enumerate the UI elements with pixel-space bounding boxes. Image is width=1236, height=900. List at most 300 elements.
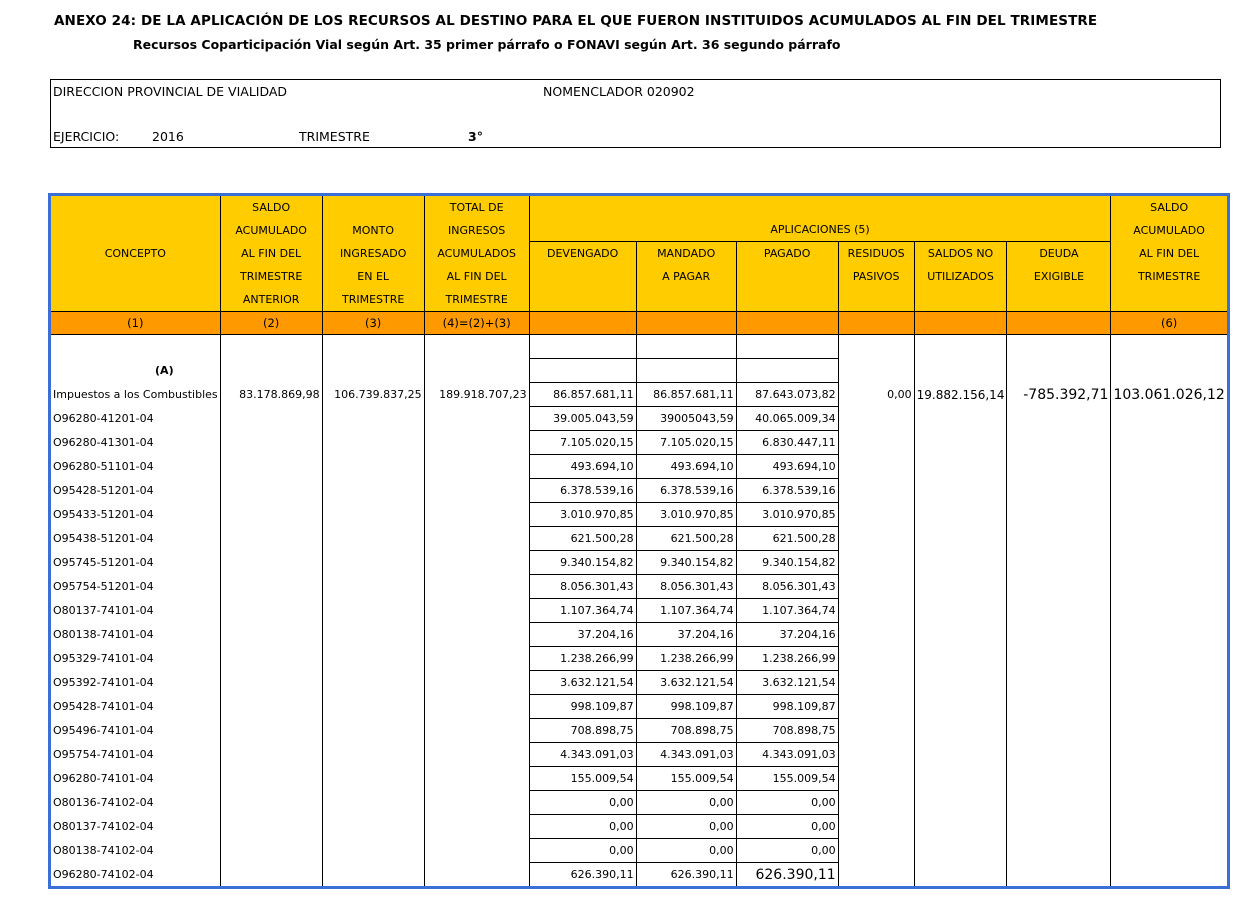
concepto-cell: O95754-51201-04 [51, 575, 221, 599]
empty-cell [424, 479, 529, 503]
table-row [51, 695, 1228, 719]
header-line: TRIMESTRE [445, 293, 508, 306]
organismo-label: DIRECCION PROVINCIAL DE VIALIDAD [53, 84, 288, 99]
table-row [51, 407, 1228, 431]
table-row [51, 431, 1228, 455]
devengado-cell: 1.238.266,99 [529, 647, 636, 671]
concepto-cell: O80136-74102-04 [51, 791, 221, 815]
num-blank [736, 312, 838, 335]
empty-cell [220, 575, 322, 599]
empty-cell [220, 527, 322, 551]
empty-cell [424, 407, 529, 431]
col-header-pagado: PAGADO [736, 242, 838, 312]
pagado-cell: 621.500,28 [736, 527, 838, 551]
empty-cell [838, 719, 914, 743]
empty-cell [220, 479, 322, 503]
col-header-total [424, 196, 529, 312]
empty-cell [914, 455, 1007, 479]
empty-cell [838, 551, 914, 575]
empty-cell [322, 647, 424, 671]
header-line: EN EL [357, 270, 390, 283]
empty-cell [1007, 719, 1111, 743]
mandado-cell: 86.857.681,11 [636, 383, 736, 407]
concepto-cell: O80137-74101-04 [51, 599, 221, 623]
header-line: PASIVOS [852, 270, 900, 284]
empty-cell [322, 335, 424, 359]
empty-cell [1111, 743, 1227, 767]
empty-cell [424, 719, 529, 743]
devengado-cell: 155.009,54 [529, 767, 636, 791]
empty-cell [424, 359, 529, 383]
mandado-cell: 1.107.364,74 [636, 599, 736, 623]
empty-cell [322, 455, 424, 479]
empty-cell [322, 767, 424, 791]
empty-cell [322, 815, 424, 839]
empty-cell [424, 503, 529, 527]
empty-cell [1007, 431, 1111, 455]
col-header-mandado [636, 242, 736, 312]
header-line: AL FIN DEL [446, 270, 507, 283]
num-blank [914, 312, 1007, 335]
concepto-cell: O80138-74102-04 [51, 839, 221, 863]
header-line: ACUMULADO [1133, 224, 1205, 237]
mandado-cell: 155.009,54 [636, 767, 736, 791]
num-3: (3) [322, 312, 424, 335]
table-row [51, 455, 1228, 479]
concepto-cell: O96280-74101-04 [51, 767, 221, 791]
empty-cell [1111, 647, 1227, 671]
table-row [51, 647, 1228, 671]
mandado-cell: 708.898,75 [636, 719, 736, 743]
empty-cell [322, 671, 424, 695]
pagado-cell: 6.830.447,11 [736, 431, 838, 455]
empty-cell [1111, 623, 1227, 647]
empty-cell [914, 407, 1007, 431]
empty-cell [220, 359, 322, 383]
empty-cell [914, 575, 1007, 599]
pagado-cell: 155.009,54 [736, 767, 838, 791]
document-subtitle: Recursos Coparticipación Vial según Art. 35 primer párrafo o FONAVI según Art. 36 segundo párrafo [133, 37, 841, 52]
empty-cell [838, 671, 914, 695]
document-title: ANEXO 24: DE LA APLICACIÓN DE LOS RECURSOS AL DESTINO PARA EL QUE FUERON INSTITUIDOS ACUMULADOS AL FIN DEL TRIMESTRE [54, 13, 1098, 29]
empty-cell [838, 863, 914, 887]
mandado-cell: 3.632.121,54 [636, 671, 736, 695]
empty-cell [838, 455, 914, 479]
empty-cell [424, 839, 529, 863]
devengado-cell: 708.898,75 [529, 719, 636, 743]
header-line: RESIDUOS [847, 247, 905, 261]
devengado-cell: 9.340.154,82 [529, 551, 636, 575]
empty-cell [322, 359, 424, 383]
header-line: TOTAL DE [449, 201, 504, 214]
empty-cell [1111, 815, 1227, 839]
empty-cell [914, 599, 1007, 623]
empty-cell [1007, 359, 1111, 383]
col-header-concepto: CONCEPTO [51, 196, 221, 312]
empty-cell [424, 791, 529, 815]
table-row [51, 791, 1228, 815]
info-box [50, 79, 1221, 148]
header-line: ACUMULADO [235, 224, 307, 237]
empty-cell [914, 767, 1007, 791]
empty-cell [1007, 335, 1111, 359]
empty-cell [529, 335, 636, 359]
empty-cell [838, 431, 914, 455]
empty-cell [424, 695, 529, 719]
table-row [51, 767, 1228, 791]
empty-cell [424, 431, 529, 455]
pagado-cell: 0,00 [736, 839, 838, 863]
empty-cell [1007, 527, 1111, 551]
empty-cell [424, 527, 529, 551]
concepto-cell: O95428-51201-04 [51, 479, 221, 503]
col-header-aplicaciones: APLICACIONES (5) [529, 196, 1111, 242]
residuos-cell: 0,00 [838, 383, 914, 407]
empty-cell [1007, 503, 1111, 527]
empty-cell [838, 599, 914, 623]
monto-cell: 106.739.837,25 [322, 383, 424, 407]
empty-cell [1111, 767, 1227, 791]
empty-cell [322, 863, 424, 887]
header-line: DEUDA [1039, 247, 1079, 261]
empty-cell [914, 863, 1007, 887]
header-line: ANTERIOR [242, 293, 300, 306]
empty-cell [1007, 767, 1111, 791]
pagado-cell: 626.390,11 [736, 863, 838, 887]
empty-cell [1111, 431, 1227, 455]
devengado-cell: 7.105.020,15 [529, 431, 636, 455]
num-6: (6) [1111, 312, 1227, 335]
empty-cell [1007, 695, 1111, 719]
table-row [51, 479, 1228, 503]
empty-cell [736, 359, 838, 383]
mandado-cell: 493.694,10 [636, 455, 736, 479]
concepto-cell: O80138-74101-04 [51, 623, 221, 647]
empty-cell [1007, 599, 1111, 623]
empty-cell [914, 431, 1007, 455]
empty-cell [1007, 863, 1111, 887]
devengado-cell: 3.632.121,54 [529, 671, 636, 695]
table-row [51, 863, 1228, 887]
pagado-cell: 0,00 [736, 815, 838, 839]
trimestre-value: 3° [468, 129, 483, 144]
empty-cell [220, 767, 322, 791]
pagado-cell: 493.694,10 [736, 455, 838, 479]
empty-cell [838, 575, 914, 599]
saldo-fin-cell: 103.061.026,12 [1111, 383, 1227, 407]
devengado-cell: 0,00 [529, 791, 636, 815]
header-line: MANDADO [657, 247, 716, 261]
num-blank [1007, 312, 1111, 335]
empty-cell [914, 791, 1007, 815]
empty-cell [1111, 407, 1227, 431]
pagado-cell: 37.204,16 [736, 623, 838, 647]
mandado-cell: 621.500,28 [636, 527, 736, 551]
empty-cell [424, 815, 529, 839]
empty-cell [914, 743, 1007, 767]
num-4: (4)=(2)+(3) [424, 312, 529, 335]
header-line: TRIMESTRE [341, 293, 405, 306]
devengado-cell: 8.056.301,43 [529, 575, 636, 599]
empty-cell [322, 695, 424, 719]
mandado-cell: 4.343.091,03 [636, 743, 736, 767]
empty-cell [424, 455, 529, 479]
header-line: INGRESOS [448, 224, 506, 237]
empty-cell [838, 767, 914, 791]
ejercicio-label: EJERCICIO: [53, 129, 120, 144]
mandado-cell: 1.238.266,99 [636, 647, 736, 671]
devengado-cell: 493.694,10 [529, 455, 636, 479]
spacer-row [51, 359, 1228, 383]
empty-cell [424, 671, 529, 695]
header-line: MONTO [352, 224, 395, 237]
empty-cell [1111, 575, 1227, 599]
num-blank [529, 312, 636, 335]
empty-cell [1111, 479, 1227, 503]
empty-cell [1111, 719, 1227, 743]
empty-cell [914, 695, 1007, 719]
empty-cell [914, 623, 1007, 647]
mandado-cell: 0,00 [636, 791, 736, 815]
empty-cell [838, 359, 914, 383]
devengado-cell: 626.390,11 [529, 863, 636, 887]
empty-cell [322, 551, 424, 575]
empty-cell [914, 839, 1007, 863]
empty-cell [1007, 743, 1111, 767]
empty-cell [838, 407, 914, 431]
empty-cell [914, 359, 1007, 383]
empty-cell [424, 863, 529, 887]
concepto-cell: O95329-74101-04 [51, 647, 221, 671]
devengado-cell: 4.343.091,03 [529, 743, 636, 767]
mandado-cell: 6.378.539,16 [636, 479, 736, 503]
empty-cell [1007, 455, 1111, 479]
empty-cell [220, 791, 322, 815]
empty-cell [220, 647, 322, 671]
empty-cell [220, 455, 322, 479]
col-header-devengado: DEVENGADO [529, 242, 636, 312]
concepto-cell: O96280-74102-04 [51, 863, 221, 887]
spacer-row [51, 335, 1228, 359]
empty-cell [838, 479, 914, 503]
empty-cell [838, 647, 914, 671]
concepto-cell: O96280-51101-04 [51, 455, 221, 479]
empty-cell [220, 599, 322, 623]
devengado-cell: 6.378.539,16 [529, 479, 636, 503]
devengado-cell: 39.005.043,59 [529, 407, 636, 431]
table-row [51, 623, 1228, 647]
empty-cell [1007, 479, 1111, 503]
trimestre-label: TRIMESTRE [299, 129, 370, 144]
empty-cell [914, 815, 1007, 839]
pagado-cell: 3.632.121,54 [736, 671, 838, 695]
empty-cell [322, 599, 424, 623]
empty-cell [322, 479, 424, 503]
table-row [51, 743, 1228, 767]
pagado-cell: 998.109,87 [736, 695, 838, 719]
empty-cell [1111, 455, 1227, 479]
empty-cell [322, 743, 424, 767]
header-line: TRIMESTRE [239, 270, 303, 283]
numbering-row [51, 312, 1228, 335]
empty-cell [1111, 551, 1227, 575]
concepto-cell: O95496-74101-04 [51, 719, 221, 743]
empty-cell [220, 743, 322, 767]
empty-cell [838, 335, 914, 359]
concepto-cell: O95392-74101-04 [51, 671, 221, 695]
table-row [51, 527, 1228, 551]
empty-cell [1007, 407, 1111, 431]
pagado-cell: 1.107.364,74 [736, 599, 838, 623]
header-line: TRIMESTRE [1137, 270, 1201, 283]
saldo-anterior-cell: 83.178.869,98 [220, 383, 322, 407]
table-row [51, 719, 1228, 743]
empty-cell [424, 575, 529, 599]
empty-cell [322, 503, 424, 527]
empty-cell [1007, 575, 1111, 599]
empty-cell [220, 671, 322, 695]
mandado-cell: 39005043,59 [636, 407, 736, 431]
empty-cell [1111, 359, 1227, 383]
empty-cell [220, 503, 322, 527]
empty-cell [1111, 695, 1227, 719]
pagado-cell: 1.238.266,99 [736, 647, 838, 671]
concepto-cell: O96280-41201-04 [51, 407, 221, 431]
empty-cell [914, 503, 1007, 527]
table-row [51, 551, 1228, 575]
pagado-cell: 0,00 [736, 791, 838, 815]
col-header-residuos [838, 242, 914, 312]
deuda-cell: -785.392,71 [1007, 383, 1111, 407]
empty-cell [1007, 815, 1111, 839]
concepto-cell: O95438-51201-04 [51, 527, 221, 551]
empty-cell [220, 863, 322, 887]
mandado-cell: 998.109,87 [636, 695, 736, 719]
empty-cell [1111, 335, 1227, 359]
empty-cell [220, 335, 322, 359]
empty-cell [1007, 551, 1111, 575]
empty-cell [424, 647, 529, 671]
header-line: SALDOS NO [927, 247, 994, 261]
header-line: SALDO [252, 201, 291, 214]
num-blank [838, 312, 914, 335]
pagado-cell: 87.643.073,82 [736, 383, 838, 407]
table-row [51, 839, 1228, 863]
mandado-cell: 9.340.154,82 [636, 551, 736, 575]
empty-cell [736, 335, 838, 359]
devengado-cell: 0,00 [529, 815, 636, 839]
empty-cell [322, 407, 424, 431]
table-row [51, 503, 1228, 527]
empty-cell [914, 479, 1007, 503]
mandado-cell: 3.010.970,85 [636, 503, 736, 527]
empty-cell [220, 695, 322, 719]
empty-cell [838, 623, 914, 647]
devengado-cell: 998.109,87 [529, 695, 636, 719]
col-header-saldos-no [914, 242, 1007, 312]
empty-cell [424, 743, 529, 767]
col-header-deuda [1007, 242, 1111, 312]
header-line: A PAGAR [662, 270, 711, 284]
table-row [51, 575, 1228, 599]
empty-cell [220, 815, 322, 839]
empty-cell [424, 767, 529, 791]
empty-cell [424, 335, 529, 359]
col-header-monto [322, 196, 424, 312]
empty-cell [914, 719, 1007, 743]
empty-cell [529, 359, 636, 383]
saldos-no-cell: 19.882.156,14 [914, 383, 1007, 407]
applications-table [50, 195, 1228, 887]
pagado-cell: 9.340.154,82 [736, 551, 838, 575]
header-line: ACUMULADOS [437, 247, 516, 260]
empty-cell [914, 647, 1007, 671]
empty-cell [1111, 503, 1227, 527]
pagado-cell: 3.010.970,85 [736, 503, 838, 527]
empty-cell [220, 623, 322, 647]
empty-cell [914, 551, 1007, 575]
empty-cell [424, 599, 529, 623]
empty-cell [1111, 527, 1227, 551]
empty-cell [424, 623, 529, 647]
concepto-cell: Impuestos a los Combustibles [51, 383, 221, 407]
empty-cell [1007, 671, 1111, 695]
ejercicio-value: 2016 [152, 129, 184, 144]
empty-cell [1111, 839, 1227, 863]
empty-cell [220, 839, 322, 863]
concepto-cell: O95745-51201-04 [51, 551, 221, 575]
header-line: EXIGIBLE [1033, 270, 1085, 284]
concepto-cell: O95433-51201-04 [51, 503, 221, 527]
mandado-cell: 0,00 [636, 815, 736, 839]
empty-cell [838, 839, 914, 863]
empty-cell [1111, 671, 1227, 695]
empty-cell [1007, 839, 1111, 863]
empty-cell [838, 503, 914, 527]
empty-cell [1007, 791, 1111, 815]
empty-cell [322, 623, 424, 647]
empty-cell [322, 431, 424, 455]
empty-cell [322, 575, 424, 599]
devengado-cell: 1.107.364,74 [529, 599, 636, 623]
num-blank [636, 312, 736, 335]
devengado-cell: 3.010.970,85 [529, 503, 636, 527]
empty-cell [838, 695, 914, 719]
table-row [51, 815, 1228, 839]
empty-cell [838, 791, 914, 815]
empty-cell [838, 743, 914, 767]
pagado-cell: 8.056.301,43 [736, 575, 838, 599]
mandado-cell: 626.390,11 [636, 863, 736, 887]
header-line: AL FIN DEL [1139, 247, 1200, 260]
summary-row [51, 383, 1228, 407]
empty-cell [914, 335, 1007, 359]
col-header-saldo-fin [1111, 196, 1227, 312]
empty-cell [1111, 791, 1227, 815]
pagado-cell: 708.898,75 [736, 719, 838, 743]
empty-cell [1007, 623, 1111, 647]
empty-cell [1111, 599, 1227, 623]
empty-cell [838, 527, 914, 551]
total-cell: 189.918.707,23 [424, 383, 529, 407]
header-line: INGRESADO [339, 247, 407, 260]
header-line: UTILIZADOS [927, 270, 994, 284]
empty-cell [220, 719, 322, 743]
table-row [51, 599, 1228, 623]
empty-cell [636, 335, 736, 359]
concepto-cell: (A) [51, 359, 221, 383]
devengado-cell: 0,00 [529, 839, 636, 863]
